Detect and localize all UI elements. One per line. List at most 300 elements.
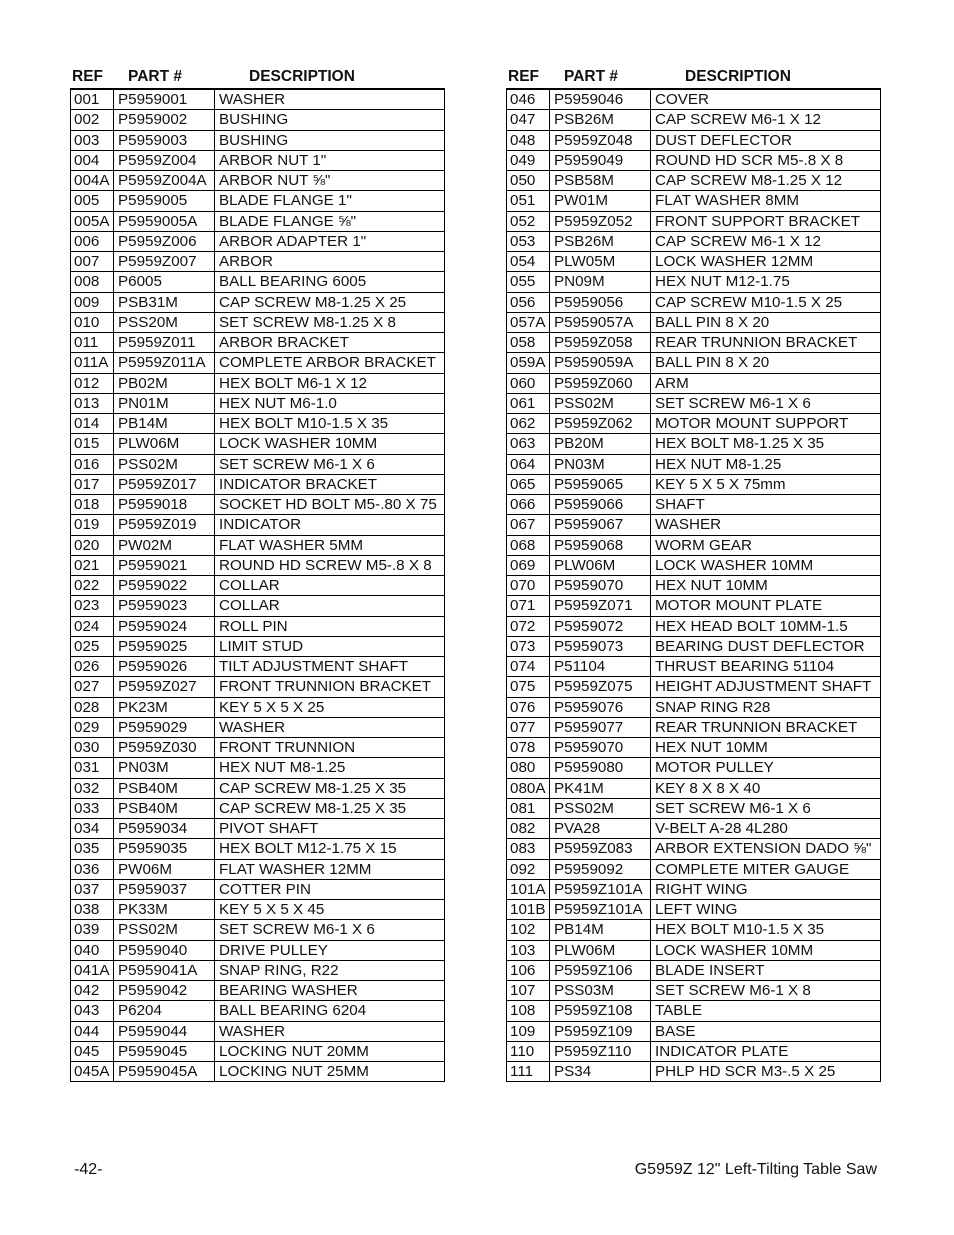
part-number-cell: P5959070: [550, 576, 651, 596]
ref-cell: 002: [71, 110, 114, 130]
part-number-cell: P5959072: [550, 616, 651, 636]
ref-cell: 003: [71, 130, 114, 150]
part-number-cell: P5959046: [550, 89, 651, 110]
part-number-cell: P5959066: [550, 495, 651, 515]
part-number-cell: P5959Z030: [114, 738, 215, 758]
table-row: [71, 393, 445, 413]
table-row: [71, 555, 445, 575]
ref-cell: 012: [71, 373, 114, 393]
ref-cell: 045: [71, 1041, 114, 1061]
part-number-cell: P5959021: [114, 555, 215, 575]
table-row: [71, 353, 445, 373]
description-cell: HEX HEAD BOLT 10MM-1.5: [651, 616, 881, 636]
ref-cell: 102: [507, 920, 550, 940]
part-number-cell: P5959059A: [550, 353, 651, 373]
description-cell: BLADE INSERT: [651, 960, 881, 980]
part-number-cell: P5959029: [114, 717, 215, 737]
description-cell: BALL PIN 8 X 20: [651, 353, 881, 373]
part-number-cell: P5959003: [114, 130, 215, 150]
table-row: [71, 636, 445, 656]
description-cell: SET SCREW M6-1 X 8: [651, 981, 881, 1001]
part-number-cell: P5959Z004A: [114, 171, 215, 191]
part-number-cell: PSS20M: [114, 312, 215, 332]
part-number-cell: PSB26M: [550, 110, 651, 130]
table-row: [71, 171, 445, 191]
ref-cell: 038: [71, 900, 114, 920]
table-row: [507, 454, 881, 474]
table-row: [71, 474, 445, 494]
table-row: [71, 900, 445, 920]
table-row: [507, 535, 881, 555]
ref-cell: 042: [71, 981, 114, 1001]
part-number-cell: P5959065: [550, 474, 651, 494]
ref-cell: 013: [71, 393, 114, 413]
table-row: [507, 333, 881, 353]
description-cell: HEX BOLT M8-1.25 X 35: [651, 434, 881, 454]
ref-cell: 039: [71, 920, 114, 940]
ref-header: REF: [508, 68, 539, 85]
part-number-cell: PLW06M: [550, 555, 651, 575]
part-number-cell: PW02M: [114, 535, 215, 555]
part-number-cell: P5959Z019: [114, 515, 215, 535]
table-row: [507, 495, 881, 515]
description-cell: TABLE: [651, 1001, 881, 1021]
page-number: -42-: [74, 1161, 103, 1178]
part-number-cell: P5959042: [114, 981, 215, 1001]
table-row: [71, 535, 445, 555]
description-cell: CAP SCREW M8-1.25 X 25: [215, 292, 445, 312]
part-number-header: PART #: [564, 68, 618, 85]
description-cell: FRONT TRUNNION BRACKET: [215, 677, 445, 697]
part-number-cell: P5959Z048: [550, 130, 651, 150]
description-cell: COLLAR: [215, 596, 445, 616]
description-cell: BEARING WASHER: [215, 981, 445, 1001]
description-cell: INDICATOR PLATE: [651, 1041, 881, 1061]
table-row: [71, 839, 445, 859]
part-number-cell: P5959Z101A: [550, 900, 651, 920]
description-cell: HEX BOLT M10-1.5 X 35: [651, 920, 881, 940]
table-row: [71, 717, 445, 737]
table-row: [71, 150, 445, 170]
table-row: [507, 474, 881, 494]
part-number-cell: PW01M: [550, 191, 651, 211]
parts-list-right: [506, 68, 881, 1082]
description-cell: WASHER: [651, 515, 881, 535]
part-number-cell: P5959080: [550, 758, 651, 778]
table-row: [507, 758, 881, 778]
part-number-cell: P5959Z083: [550, 839, 651, 859]
table-row: [71, 414, 445, 434]
part-number-cell: P5959Z106: [550, 960, 651, 980]
part-number-cell: P5959034: [114, 819, 215, 839]
table-row: [71, 616, 445, 636]
description-cell: CAP SCREW M10-1.5 X 25: [651, 292, 881, 312]
part-number-cell: P5959026: [114, 657, 215, 677]
table-row: [71, 252, 445, 272]
part-number-cell: P5959035: [114, 839, 215, 859]
table-row: [507, 981, 881, 1001]
description-cell: ROLL PIN: [215, 616, 445, 636]
ref-cell: 065: [507, 474, 550, 494]
part-number-cell: PK33M: [114, 900, 215, 920]
ref-cell: 008: [71, 272, 114, 292]
table-row: [507, 819, 881, 839]
ref-cell: 026: [71, 657, 114, 677]
ref-cell: 005A: [71, 211, 114, 231]
ref-cell: 068: [507, 535, 550, 555]
column-headers: [506, 68, 881, 88]
description-cell: CAP SCREW M6-1 X 12: [651, 110, 881, 130]
ref-cell: 109: [507, 1021, 550, 1041]
description-cell: DUST DEFLECTOR: [651, 130, 881, 150]
table-row: [507, 717, 881, 737]
table-row: [507, 839, 881, 859]
part-number-cell: P5959018: [114, 495, 215, 515]
part-number-cell: P5959001: [114, 89, 215, 110]
part-number-cell: P5959040: [114, 940, 215, 960]
description-cell: BALL BEARING 6005: [215, 272, 445, 292]
part-number-cell: PLW06M: [550, 940, 651, 960]
table-row: [71, 89, 445, 110]
ref-cell: 016: [71, 454, 114, 474]
part-number-cell: P5959025: [114, 636, 215, 656]
table-row: [507, 697, 881, 717]
ref-cell: 067: [507, 515, 550, 535]
description-cell: SET SCREW M6-1 X 6: [215, 920, 445, 940]
description-cell: BALL BEARING 6204: [215, 1001, 445, 1021]
table-row: [507, 900, 881, 920]
table-row: [507, 1062, 881, 1082]
ref-cell: 034: [71, 819, 114, 839]
part-number-cell: PSB40M: [114, 798, 215, 818]
table-row: [507, 616, 881, 636]
description-cell: SET SCREW M8-1.25 X 8: [215, 312, 445, 332]
table-row: [71, 596, 445, 616]
part-number-cell: P5959Z007: [114, 252, 215, 272]
ref-cell: 101B: [507, 900, 550, 920]
table-row: [507, 110, 881, 130]
description-cell: HEX BOLT M12-1.75 X 15: [215, 839, 445, 859]
ref-cell: 075: [507, 677, 550, 697]
ref-cell: 021: [71, 555, 114, 575]
description-cell: TILT ADJUSTMENT SHAFT: [215, 657, 445, 677]
description-cell: MOTOR MOUNT SUPPORT: [651, 414, 881, 434]
ref-cell: 040: [71, 940, 114, 960]
table-row: [507, 738, 881, 758]
description-cell: KEY 5 X 5 X 75mm: [651, 474, 881, 494]
ref-cell: 011: [71, 333, 114, 353]
part-number-cell: P5959Z109: [550, 1021, 651, 1041]
table-row: [507, 859, 881, 879]
description-cell: WASHER: [215, 717, 445, 737]
description-cell: LIMIT STUD: [215, 636, 445, 656]
description-cell: FLAT WASHER 8MM: [651, 191, 881, 211]
part-number-cell: P5959Z011A: [114, 353, 215, 373]
table-row: [71, 373, 445, 393]
ref-cell: 035: [71, 839, 114, 859]
description-cell: LOCK WASHER 10MM: [215, 434, 445, 454]
description-cell: SHAFT: [651, 495, 881, 515]
ref-cell: 062: [507, 414, 550, 434]
ref-cell: 066: [507, 495, 550, 515]
part-number-cell: P5959022: [114, 576, 215, 596]
description-cell: LEFT WING: [651, 900, 881, 920]
part-number-cell: P5959070: [550, 738, 651, 758]
table-row: [71, 697, 445, 717]
column-headers: [70, 68, 445, 88]
part-number-cell: P5959Z110: [550, 1041, 651, 1061]
ref-cell: 014: [71, 414, 114, 434]
table-row: [507, 292, 881, 312]
description-cell: FLAT WASHER 12MM: [215, 859, 445, 879]
description-cell: HEX NUT M8-1.25: [651, 454, 881, 474]
description-cell: SET SCREW M6-1 X 6: [651, 393, 881, 413]
table-row: [507, 596, 881, 616]
table-row: [71, 434, 445, 454]
description-cell: KEY 5 X 5 X 25: [215, 697, 445, 717]
description-cell: LOCKING NUT 25MM: [215, 1062, 445, 1082]
part-number-cell: P5959037: [114, 879, 215, 899]
table-row: [507, 211, 881, 231]
description-cell: ARBOR EXTENSION DADO ⅝": [651, 839, 881, 859]
description-cell: DRIVE PULLEY: [215, 940, 445, 960]
table-row: [71, 1021, 445, 1041]
description-cell: REAR TRUNNION BRACKET: [651, 717, 881, 737]
description-cell: THRUST BEARING 51104: [651, 657, 881, 677]
part-number-cell: P5959Z075: [550, 677, 651, 697]
table-row: [71, 1062, 445, 1082]
ref-cell: 052: [507, 211, 550, 231]
ref-cell: 060: [507, 373, 550, 393]
ref-cell: 092: [507, 859, 550, 879]
table-row: [507, 373, 881, 393]
table-row: [507, 778, 881, 798]
parts-table-right: [506, 88, 881, 1082]
description-cell: ROUND HD SCREW M5-.8 X 8: [215, 555, 445, 575]
table-row: [507, 657, 881, 677]
description-cell: HEX NUT 10MM: [651, 738, 881, 758]
table-row: [507, 920, 881, 940]
table-row: [71, 738, 445, 758]
table-row: [507, 879, 881, 899]
part-number-cell: PK23M: [114, 697, 215, 717]
part-number-cell: PSB58M: [550, 171, 651, 191]
part-number-cell: PB02M: [114, 373, 215, 393]
ref-cell: 028: [71, 697, 114, 717]
description-cell: CAP SCREW M8-1.25 X 35: [215, 778, 445, 798]
description-cell: BUSHING: [215, 130, 445, 150]
part-number-cell: P5959045: [114, 1041, 215, 1061]
table-row: [507, 636, 881, 656]
table-row: [71, 879, 445, 899]
description-cell: MOTOR MOUNT PLATE: [651, 596, 881, 616]
description-cell: LOCK WASHER 12MM: [651, 252, 881, 272]
description-cell: COTTER PIN: [215, 879, 445, 899]
part-number-cell: PSB40M: [114, 778, 215, 798]
description-cell: ARM: [651, 373, 881, 393]
part-number-cell: P51104: [550, 657, 651, 677]
table-row: [507, 555, 881, 575]
ref-cell: 101A: [507, 879, 550, 899]
description-cell: ROUND HD SCR M5-.8 X 8: [651, 150, 881, 170]
part-number-cell: P5959Z011: [114, 333, 215, 353]
ref-cell: 059A: [507, 353, 550, 373]
description-cell: V-BELT A-28 4L280: [651, 819, 881, 839]
table-row: [71, 272, 445, 292]
description-cell: HEX NUT M12-1.75: [651, 272, 881, 292]
table-row: [507, 960, 881, 980]
description-cell: INDICATOR BRACKET: [215, 474, 445, 494]
description-cell: KEY 8 X 8 X 40: [651, 778, 881, 798]
parts-table-left: [70, 88, 445, 1082]
ref-cell: 030: [71, 738, 114, 758]
part-number-cell: P5959Z060: [550, 373, 651, 393]
ref-cell: 020: [71, 535, 114, 555]
description-cell: ARBOR NUT 1": [215, 150, 445, 170]
ref-cell: 057A: [507, 312, 550, 332]
table-row: [71, 292, 445, 312]
description-cell: HEX NUT M6-1.0: [215, 393, 445, 413]
table-row: [71, 495, 445, 515]
ref-cell: 072: [507, 616, 550, 636]
description-cell: HEX NUT M8-1.25: [215, 758, 445, 778]
table-row: [507, 89, 881, 110]
description-cell: WORM GEAR: [651, 535, 881, 555]
description-cell: CAP SCREW M8-1.25 X 12: [651, 171, 881, 191]
description-cell: ARBOR: [215, 252, 445, 272]
description-cell: LOCKING NUT 20MM: [215, 1041, 445, 1061]
description-cell: HEX BOLT M10-1.5 X 35: [215, 414, 445, 434]
description-cell: BASE: [651, 1021, 881, 1041]
table-row: [71, 211, 445, 231]
description-cell: COVER: [651, 89, 881, 110]
ref-cell: 050: [507, 171, 550, 191]
part-number-cell: P5959Z071: [550, 596, 651, 616]
part-number-cell: P5959077: [550, 717, 651, 737]
part-number-cell: P5959056: [550, 292, 651, 312]
ref-cell: 004: [71, 150, 114, 170]
description-cell: COMPLETE MITER GAUGE: [651, 859, 881, 879]
part-number-cell: P5959Z006: [114, 231, 215, 251]
ref-cell: 078: [507, 738, 550, 758]
table-row: [71, 333, 445, 353]
part-number-cell: P5959002: [114, 110, 215, 130]
description-cell: ARBOR BRACKET: [215, 333, 445, 353]
part-number-cell: P5959Z004: [114, 150, 215, 170]
table-row: [507, 393, 881, 413]
part-number-cell: P5959005: [114, 191, 215, 211]
table-row: [71, 130, 445, 150]
ref-cell: 015: [71, 434, 114, 454]
table-row: [71, 981, 445, 1001]
table-row: [71, 778, 445, 798]
part-number-cell: PSS02M: [114, 920, 215, 940]
description-cell: HEX BOLT M6-1 X 12: [215, 373, 445, 393]
part-number-cell: P5959023: [114, 596, 215, 616]
ref-cell: 041A: [71, 960, 114, 980]
description-cell: CAP SCREW M6-1 X 12: [651, 231, 881, 251]
ref-cell: 106: [507, 960, 550, 980]
description-cell: PHLP HD SCR M3-.5 X 25: [651, 1062, 881, 1082]
table-row: [507, 677, 881, 697]
part-number-cell: P5959057A: [550, 312, 651, 332]
description-cell: SET SCREW M6-1 X 6: [651, 798, 881, 818]
description-cell: BLADE FLANGE ⅝": [215, 211, 445, 231]
part-number-cell: PSS02M: [550, 393, 651, 413]
description-cell: BALL PIN 8 X 20: [651, 312, 881, 332]
description-cell: ARBOR NUT ⅝": [215, 171, 445, 191]
part-number-cell: PSB31M: [114, 292, 215, 312]
ref-cell: 005: [71, 191, 114, 211]
table-row: [71, 657, 445, 677]
ref-cell: 081: [507, 798, 550, 818]
description-header: DESCRIPTION: [249, 68, 355, 85]
description-cell: WASHER: [215, 89, 445, 110]
ref-cell: 029: [71, 717, 114, 737]
table-row: [507, 1041, 881, 1061]
description-cell: COMPLETE ARBOR BRACKET: [215, 353, 445, 373]
part-number-cell: P5959076: [550, 697, 651, 717]
description-cell: SNAP RING, R22: [215, 960, 445, 980]
part-number-cell: P5959068: [550, 535, 651, 555]
description-cell: INDICATOR: [215, 515, 445, 535]
table-row: [507, 940, 881, 960]
ref-cell: 024: [71, 616, 114, 636]
ref-cell: 103: [507, 940, 550, 960]
ref-cell: 032: [71, 778, 114, 798]
part-number-cell: P5959044: [114, 1021, 215, 1041]
description-cell: LOCK WASHER 10MM: [651, 940, 881, 960]
table-row: [507, 434, 881, 454]
part-number-cell: PN03M: [114, 758, 215, 778]
table-row: [71, 920, 445, 940]
part-number-cell: PSB26M: [550, 231, 651, 251]
table-row: [71, 454, 445, 474]
description-cell: LOCK WASHER 10MM: [651, 555, 881, 575]
ref-cell: 076: [507, 697, 550, 717]
description-cell: PIVOT SHAFT: [215, 819, 445, 839]
table-row: [71, 312, 445, 332]
description-cell: SNAP RING R28: [651, 697, 881, 717]
table-row: [507, 191, 881, 211]
ref-cell: 054: [507, 252, 550, 272]
description-cell: WASHER: [215, 1021, 445, 1041]
description-cell: BUSHING: [215, 110, 445, 130]
description-header: DESCRIPTION: [685, 68, 791, 85]
description-cell: ARBOR ADAPTER 1": [215, 231, 445, 251]
table-row: [507, 414, 881, 434]
ref-cell: 046: [507, 89, 550, 110]
part-number-cell: P5959Z101A: [550, 879, 651, 899]
ref-cell: 083: [507, 839, 550, 859]
part-number-cell: P5959067: [550, 515, 651, 535]
ref-cell: 071: [507, 596, 550, 616]
ref-cell: 082: [507, 819, 550, 839]
part-number-cell: P5959049: [550, 150, 651, 170]
table-row: [71, 859, 445, 879]
ref-cell: 036: [71, 859, 114, 879]
ref-cell: 001: [71, 89, 114, 110]
table-row: [71, 960, 445, 980]
table-row: [71, 231, 445, 251]
parts-list-left: [70, 68, 445, 1082]
part-number-cell: PLW05M: [550, 252, 651, 272]
part-number-cell: PVA28: [550, 819, 651, 839]
ref-cell: 027: [71, 677, 114, 697]
description-cell: RIGHT WING: [651, 879, 881, 899]
ref-cell: 043: [71, 1001, 114, 1021]
ref-cell: 004A: [71, 171, 114, 191]
